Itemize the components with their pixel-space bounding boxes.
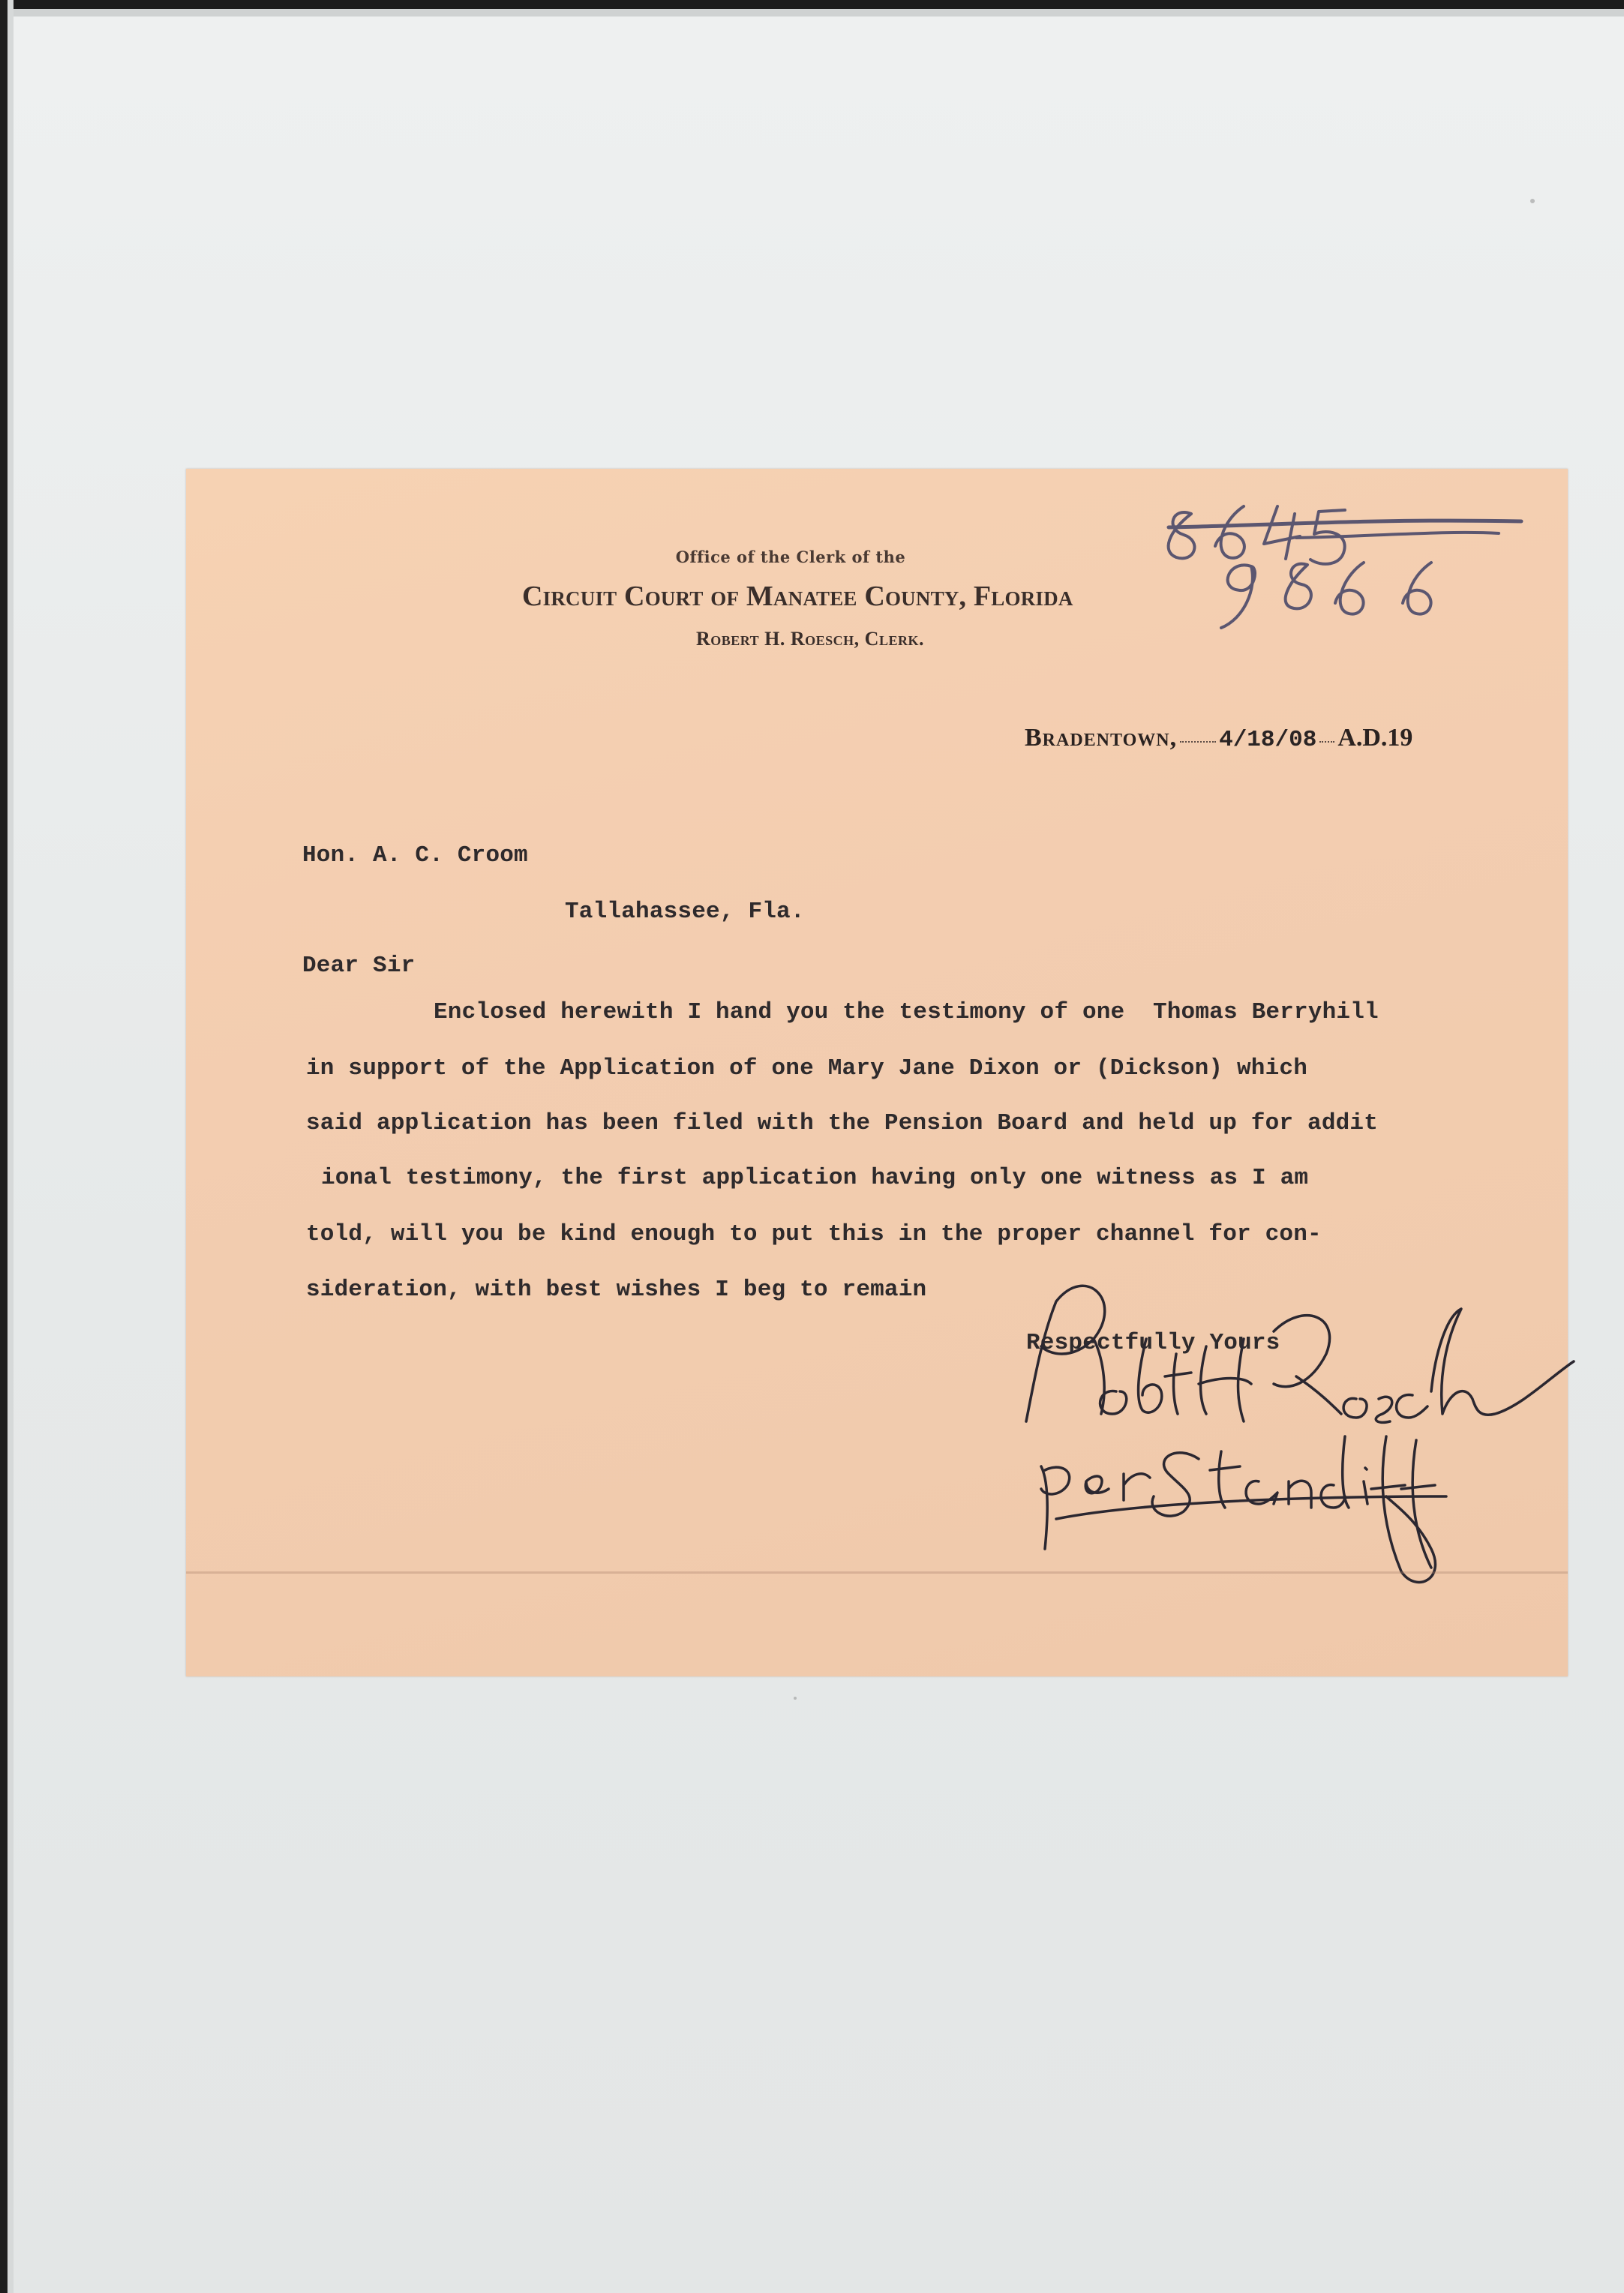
body-line: Enclosed herewith I hand you the testimony of one Thomas Berryhill <box>434 999 1379 1025</box>
signature-drawing <box>981 1271 1581 1586</box>
body-line: told, will you be kind enough to put this in the proper channel for con- <box>306 1221 1322 1247</box>
paper-fold-line <box>186 1571 1568 1574</box>
handwritten-signature <box>981 1271 1581 1586</box>
body-line: said application has been filed with the Pension Board and held up for addit <box>306 1110 1379 1136</box>
body-line: in support of the Application of one Mary Jane Dixon or (Dickson) which <box>306 1055 1308 1082</box>
dateline <box>1025 724 1412 769</box>
dateline-era: A.D.19 <box>1337 724 1413 752</box>
dust-speck <box>794 1697 797 1700</box>
letter-sheet <box>186 469 1568 1676</box>
body-line: ional testimony, the first application having only one witness as I am <box>321 1165 1309 1191</box>
closing: Respectfully Yours <box>1026 1330 1280 1356</box>
dotted-leader <box>1180 741 1216 743</box>
letterhead-court-name: Circuit Court of Manatee County, Florida <box>522 581 1073 612</box>
scanner-top-edge <box>0 0 1624 17</box>
handwritten-file-numbers <box>1146 484 1551 641</box>
dotted-leader <box>1319 741 1334 743</box>
salutation: Dear Sir <box>302 953 416 979</box>
addressee-name: Hon. A. C. Croom <box>302 842 528 869</box>
handwritten-file-numbers-drawing <box>1146 484 1551 641</box>
addressee-place: Tallahassee, Fla. <box>565 899 805 925</box>
dateline-city: Bradentown, <box>1025 724 1178 752</box>
dust-speck <box>1530 199 1535 203</box>
letterhead-office-line: Office of the Clerk of the <box>675 548 906 566</box>
dateline-date: 4/18/08 <box>1219 727 1317 753</box>
body-line: sideration, with best wishes I beg to remain <box>306 1277 927 1303</box>
scanner-left-edge <box>0 0 14 2293</box>
letterhead-clerk-name: Robert H. Roesch, Clerk. <box>696 628 924 650</box>
